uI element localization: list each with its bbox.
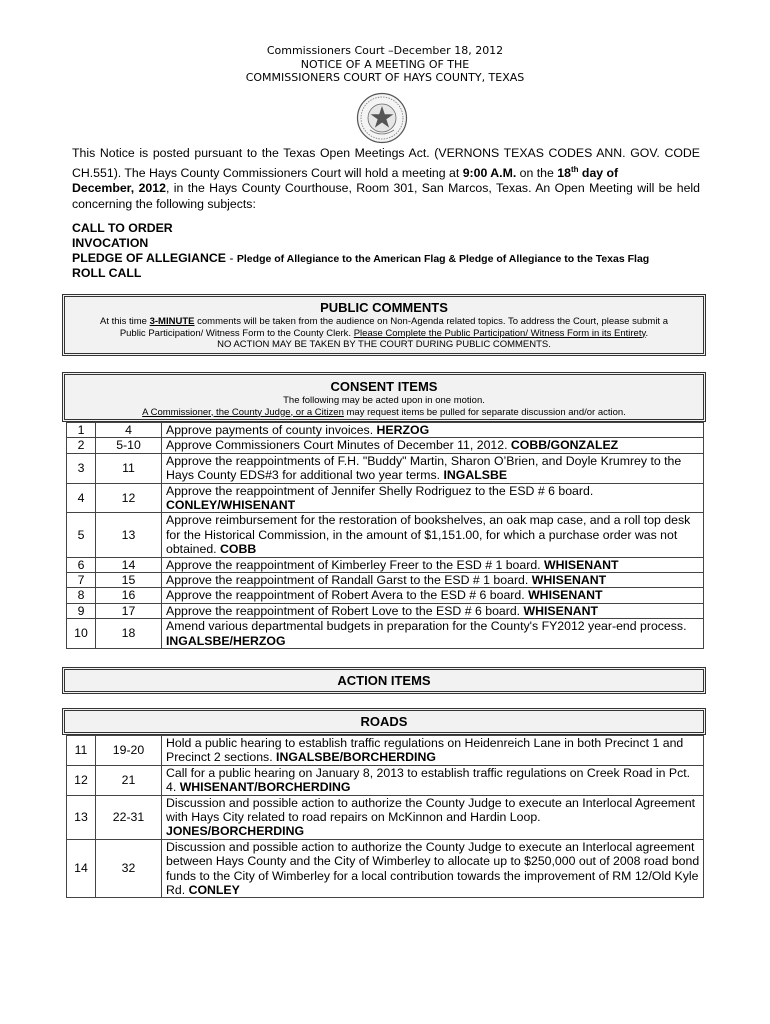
item-text: Approve the reappointment of Robert Avera to the ESD # 6 board. <box>166 588 529 603</box>
consent-items-title: CONSENT ITEMS <box>330 379 438 394</box>
item-description <box>162 736 704 766</box>
item-pages: 16 <box>96 588 162 603</box>
item-description <box>162 438 704 453</box>
item-pages: 14 <box>96 557 162 572</box>
item-text: Call for a public hearing on January 8, 2013 to establish traffic regulations on Creek Road in Pct. 4. <box>166 765 691 795</box>
item-number: 6 <box>67 557 96 572</box>
item-pages: 22-31 <box>96 795 162 839</box>
item-description <box>162 513 704 557</box>
agenda-item-row <box>67 603 704 618</box>
agenda-item-row <box>67 765 704 795</box>
item-sponsor: INGALSBE <box>443 468 508 483</box>
item-sponsor: WHISENANT/BORCHERDING <box>179 780 351 795</box>
item-description <box>162 795 704 839</box>
roll-call: ROLL CALL <box>72 266 142 281</box>
item-number: 9 <box>67 603 96 618</box>
item-sponsor: WHISENANT <box>544 557 619 572</box>
invocation: INVOCATION <box>72 235 149 250</box>
item-text: Amend various departmental budgets in preparation for the County's FY2012 year-end process. <box>166 619 687 634</box>
roads-title: ROADS <box>360 714 408 729</box>
agenda-item-row <box>67 588 704 603</box>
item-description <box>162 483 704 513</box>
item-pages: 5-10 <box>96 438 162 453</box>
agenda-item-row <box>67 423 704 438</box>
item-number: 7 <box>67 573 96 588</box>
pledge-of-allegiance: PLEDGE OF ALLEGIANCE - Pledge of Allegiance to the American Flag & Pledge of Allegiance to the Texas Flag <box>72 250 650 265</box>
item-sponsor: COBB <box>220 542 257 557</box>
consent-items-table <box>66 422 704 649</box>
item-sponsor: CONLEY/WHISENANT <box>166 498 296 513</box>
item-number: 14 <box>67 839 96 898</box>
public-comments-box <box>62 294 706 356</box>
item-text: Approve reimbursement for the restoration of bookshelves, an oak map case, and a roll top desk for the Historical Commission, in the amount of $1,151.00, for which a purchase order was not obtained. <box>166 513 691 557</box>
item-pages: 21 <box>96 765 162 795</box>
header-line-1: Commissioners Court –December 18, 2012 <box>266 44 504 57</box>
roads-items-table <box>66 735 704 898</box>
item-description <box>162 603 704 618</box>
item-description <box>162 619 704 649</box>
item-text: Approve the reappointment of Jennifer Shelly Rodriguez to the ESD # 6 board. <box>166 483 594 498</box>
item-pages: 32 <box>96 839 162 898</box>
item-description <box>162 839 704 898</box>
item-text: Approve the reappointment of Robert Love to the ESD # 6 board. <box>166 603 524 618</box>
item-sponsor: WHISENANT <box>531 573 607 588</box>
public-comments-title: PUBLIC COMMENTS <box>320 300 448 315</box>
call-to-order: CALL TO ORDER <box>72 221 173 235</box>
item-pages: 15 <box>96 573 162 588</box>
item-sponsor: INGALSBE/BORCHERDING <box>276 750 436 765</box>
item-sponsor: HERZOG <box>376 423 430 437</box>
consent-items-subtitle: The following may be acted upon in one motion. A Commissioner, the County Judge, or a Citizen may request items be pulled for separate discussion and/or action. <box>142 395 626 418</box>
item-pages: 13 <box>96 513 162 557</box>
item-sponsor: COBB/GONZALEZ <box>510 438 619 453</box>
item-number: 11 <box>67 736 96 766</box>
item-pages: 18 <box>96 619 162 649</box>
item-number: 4 <box>67 483 96 513</box>
item-text: Approve Commissioners Court Minutes of December 11, 2012. <box>166 438 511 453</box>
item-pages: 4 <box>96 423 162 438</box>
action-items-title: ACTION ITEMS <box>337 673 431 688</box>
agenda-opening <box>72 221 649 281</box>
notice-paragraph: This Notice is posted pursuant to the Texas Open Meetings Act. (VERNONS TEXAS CODES ANN. GOV. CODE CH.551). The Hays County Commissioners Court will hold a meeting at 9:00 A.M. on the 18th day of December, 2012, in the Hays County Courthouse, Room 301, San Marcos, Texas. An Open Meeting will be held concerning the following subjects: <box>72 146 700 211</box>
item-number: 8 <box>67 588 96 603</box>
agenda-item-row <box>67 483 704 513</box>
item-sponsor: JONES/BORCHERDING <box>166 824 305 839</box>
item-description <box>162 557 704 572</box>
agenda-item-row <box>67 795 704 839</box>
item-number: 13 <box>67 795 96 839</box>
item-number: 12 <box>67 765 96 795</box>
item-description <box>162 588 704 603</box>
agenda-item-row <box>67 438 704 453</box>
item-text: Discussion and possible action to authorize the County Judge to execute an Interlocal agreement between Hays County and the City of Wimberley to allocate up to $250,000 out of 2008 road bond funds to the City of Wimberley for a local contribution towards the improvement of RM 12/Old Kyle Rd. <box>166 839 700 898</box>
agenda-item-row <box>67 573 704 588</box>
item-text: Approve payments of county invoices. <box>166 423 377 437</box>
header-line-3: COMMISSIONERS COURT OF HAYS COUNTY, TEXAS <box>245 71 525 84</box>
county-seal-icon <box>356 92 408 144</box>
item-description <box>162 453 704 483</box>
item-text: Hold a public hearing to establish traffic regulations on Heidenreich Lane in both Precinct 1 and Precinct 2 sections. <box>166 736 684 765</box>
item-description <box>162 765 704 795</box>
consent-items-box <box>62 372 706 422</box>
item-description <box>162 573 704 588</box>
item-sponsor: CONLEY <box>188 883 240 898</box>
item-number: 3 <box>67 453 96 483</box>
item-description <box>162 423 704 438</box>
agenda-item-row <box>67 736 704 766</box>
agenda-item-row <box>67 453 704 483</box>
public-comments-text: At this time 3-MINUTE comments will be taken from the audience on Non-Agenda related topics. To address the Court, please submit a Public Participation/ Witness Form to the County Clerk. Please Complete the Public Participation/ Witness Form in its Entirety. NO ACTION MAY BE TAKEN BY THE COURT DURING PUBLIC COMMENTS. <box>99 316 668 350</box>
agenda-item-row <box>67 557 704 572</box>
item-number: 10 <box>67 619 96 649</box>
item-number: 5 <box>67 513 96 557</box>
document-header <box>0 44 770 85</box>
item-number: 1 <box>67 423 96 438</box>
agenda-item-row <box>67 513 704 557</box>
item-pages: 17 <box>96 603 162 618</box>
agenda-item-row <box>67 839 704 898</box>
item-text: Approve the reappointment of Randall Garst to the ESD # 1 board. <box>166 573 532 588</box>
roads-box <box>62 708 706 735</box>
item-sponsor: WHISENANT <box>523 603 598 618</box>
item-text: Approve the reappointments of F.H. "Buddy" Martin, Sharon O’Brien, and Doyle Krumrey to the Hays County EDS#3 for additional two year terms. <box>166 453 682 483</box>
item-number: 2 <box>67 438 96 453</box>
item-text: Discussion and possible action to authorize the County Judge to execute an Interlocal Agreement with Hays City related to road repairs on McKinnon and Hardin Loop. <box>166 795 696 825</box>
item-pages: 12 <box>96 483 162 513</box>
header-line-2: NOTICE OF A MEETING OF THE <box>300 57 470 71</box>
item-sponsor: WHISENANT <box>528 588 603 603</box>
item-pages: 11 <box>96 453 162 483</box>
agenda-item-row <box>67 619 704 649</box>
item-sponsor: INGALSBE/HERZOG <box>166 633 286 648</box>
item-pages: 19-20 <box>96 736 162 766</box>
item-text: Approve the reappointment of Kimberley Freer to the ESD # 1 board. <box>166 557 544 572</box>
action-items-box <box>62 667 706 694</box>
